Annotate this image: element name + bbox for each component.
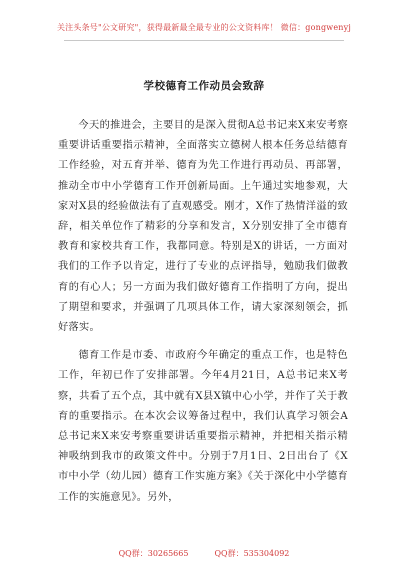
footer-qq-group-2: QQ群：535304092 [214, 549, 290, 558]
document-title: 学校德育工作动员会致辞 [143, 80, 265, 92]
header-divider [64, 40, 344, 41]
header-promo-note: 关注头条号"公文研究"，获得最新最全最专业的公文资料库！ 微信：gongwenyj [56, 23, 352, 32]
footer-qq-group-1: QQ群：30265665 [118, 549, 189, 558]
footer-contact [0, 548, 408, 559]
document-body [58, 116, 348, 516]
paragraph-2: 德育工作是市委、市政府今年确定的重点工作，也是特色工作，年初已作了安排部署。今年4月21日，A总书记来X考察，共看了五个点，其中就有X县X镇中心小学，并作了关于教育的重要指示。在本次会议筹备过程中，我们认真学习领会A总书记来X来安考察重要讲话重要指示精神，并把相关指示精神吸纳到我市的政策文件中。分别于7月1日、2日出台了《X市中小学（幼儿园）德育工作实施方案》《关于深化中小学德育工作的实施意见》。另外， [58, 350, 348, 503]
paragraph-1: 今天的推进会，主要目的是深入贯彻A总书记来X来安考察重要讲话重要指示精神，全面落实立德树人根本任务总结德育工作经验，对五育并举、德育为先工作进行再动员、再部署，推动全市中小学德育工作开创新局面。上午通过实地参观，大家对X县的经验做法有了直观感受。刚才，X作了热情洋溢的致辞，相关单位作了精彩的分享和发言，X分别安排了全市德育教育和家校共育工作，我都同意。特别是X的讲话，一方面对我们的工作予以肯定，进行了专业的点评指导，勉励我们做教育的有心人；另一方面为我们做好德育工作指明了方向，提出了期望和要求，并强调了几项具体工作，请大家深刻领会，抓好落实。 [58, 120, 348, 334]
